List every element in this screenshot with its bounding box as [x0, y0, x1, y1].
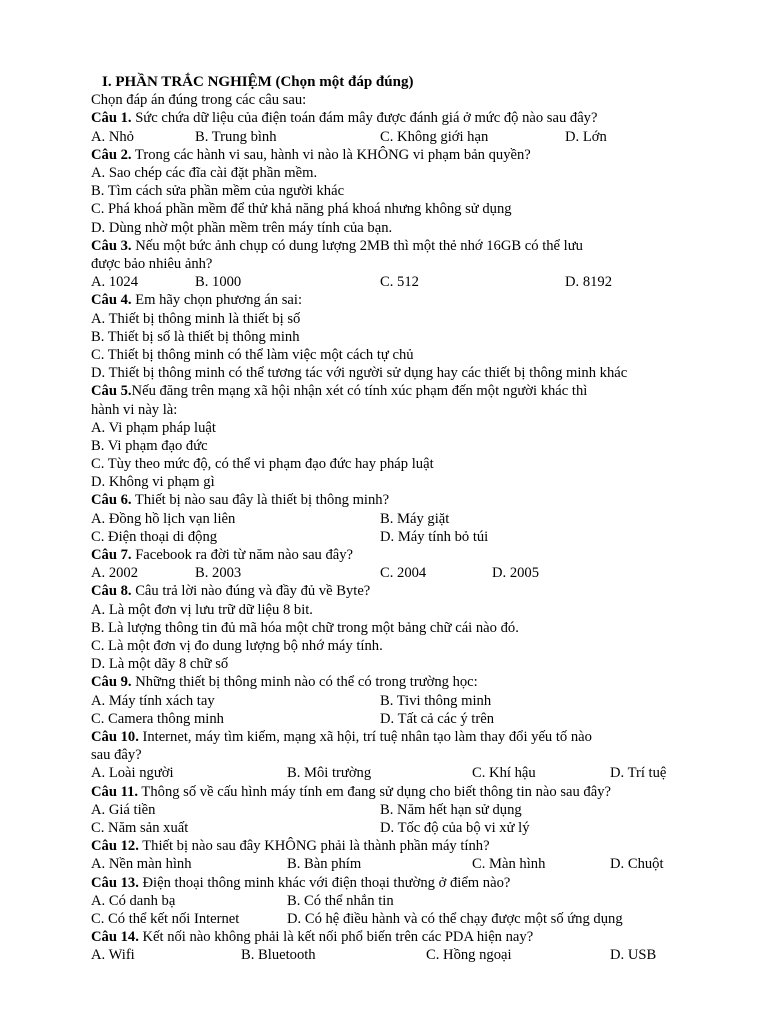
answer-option-a: A. Là một đơn vị lưu trữ dữ liệu 8 bit.	[91, 601, 313, 618]
answer-option-c: C. Phá khoá phần mềm để thử khả năng phá khoá nhưng không sử dụng	[91, 201, 512, 218]
answer-option-a: A. 1024	[91, 274, 139, 291]
answer-option-b: B. Tivi thông minh	[380, 692, 492, 709]
question-10	[91, 728, 751, 746]
answer-row	[91, 164, 751, 182]
question-label: Câu 6.	[91, 492, 132, 509]
answer-option-c: C. Hồng ngoại	[426, 947, 512, 964]
answer-option-c: C. 512	[380, 274, 419, 291]
answer-option-d: D. Tất cả các ý trên	[380, 710, 494, 727]
answer-option-c: C. Màn hình	[472, 856, 546, 873]
answer-option-a: A. Thiết bị thông minh là thiết bị số	[91, 310, 301, 327]
answer-row	[91, 819, 751, 837]
answer-option-b: B. Năm hết hạn sử dụng	[380, 801, 522, 818]
answer-row	[91, 364, 751, 382]
answer-option-a: A. Wifi	[91, 947, 135, 964]
question-text-continued: được bảo nhiêu ảnh?	[91, 255, 213, 272]
question-7	[91, 546, 751, 564]
instruction: Chọn đáp án đúng trong các câu sau:	[91, 92, 307, 109]
answer-option-b: B. Trung bình	[195, 128, 277, 145]
answer-option-c: C. Thiết bị thông minh có thể làm việc một cách tự chủ	[91, 346, 414, 363]
answer-row	[91, 892, 751, 910]
question-text: Những thiết bị thông minh nào có thể có trong trường học:	[131, 674, 478, 691]
answer-row	[91, 637, 751, 655]
answer-row	[91, 419, 751, 437]
answer-option-b: B. Vi phạm đạo đức	[91, 437, 208, 454]
answer-row	[91, 692, 751, 710]
question-4	[91, 291, 751, 309]
question-label: Câu 8.	[91, 583, 132, 600]
question-label: Câu 14.	[91, 929, 139, 946]
answer-option-c: C. 2004	[380, 565, 427, 582]
question-13	[91, 874, 751, 892]
question-text: Thiết bị nào sau đây là thiết bị thông minh?	[131, 492, 390, 509]
answer-option-d: D. 8192	[565, 274, 613, 291]
answer-option-c: C. Camera thông minh	[91, 710, 224, 727]
question-text: Thông số về cấu hình máy tính em đang sử dụng cho biết thông tin nào sau đây?	[138, 783, 611, 800]
answer-option-d: D. Là một dãy 8 chữ số	[91, 656, 229, 673]
answer-option-b: B. Có thể nhắn tin	[287, 892, 394, 909]
question-label: Câu 13.	[91, 874, 139, 891]
question-label: Câu 9.	[91, 674, 132, 691]
question-label: Câu 11.	[91, 783, 139, 800]
question-9	[91, 673, 751, 691]
answer-option-d: D. Dùng nhờ một phần mềm trên máy tính của bạn.	[91, 219, 393, 236]
question-text: Nếu một bức ảnh chụp có dung lượng 2MB thì một thẻ nhớ 16GB có thể lưu	[131, 237, 583, 254]
answer-row	[91, 910, 751, 928]
answer-option-c: C. Là một đơn vị đo dung lượng bộ nhớ máy tính.	[91, 638, 383, 654]
question-label: Câu 5.	[91, 383, 132, 400]
question-text: Trong các hành vi sau, hành vi nào là KHÔNG vi phạm bản quyền?	[131, 146, 531, 163]
answer-option-d: D. 2005	[492, 565, 540, 582]
answer-option-a: A. Vi phạm pháp luật	[91, 419, 216, 436]
answer-row	[91, 528, 751, 546]
answer-row	[91, 328, 751, 346]
answer-option-d: D. Tốc độ của bộ vi xử lý	[380, 819, 530, 836]
answer-option-c: C. Khí hậu	[472, 765, 536, 782]
answer-row	[91, 455, 751, 473]
answer-row	[91, 710, 751, 728]
question-label: Câu 2.	[91, 146, 132, 163]
answer-option-c: C. Năm sản xuất	[91, 819, 189, 836]
answer-option-c: C. Không giới hạn	[380, 128, 489, 145]
answer-option-b: B. Thiết bị số là thiết bị thông minh	[91, 328, 300, 345]
answer-row	[91, 564, 751, 582]
answer-option-b: B. Tìm cách sửa phần mềm của người khác	[91, 183, 345, 200]
question-label: Câu 7.	[91, 547, 132, 564]
answer-row	[91, 128, 751, 146]
answer-row	[91, 273, 751, 291]
answer-row	[91, 182, 751, 200]
question-6	[91, 491, 751, 509]
question-text: Facebook ra đời từ năm nào sau đây?	[131, 547, 354, 564]
question-text: Sức chứa dữ liệu của điện toán đám mây được đánh giá ở mức độ nào sau đây?	[131, 110, 598, 127]
question-label: Câu 3.	[91, 237, 132, 254]
answer-option-a: A. Loài người	[91, 765, 174, 782]
answer-row	[91, 473, 751, 491]
answer-option-c: C. Có thể kết nối Internet	[91, 910, 240, 927]
question-text: Thiết bị nào sau đây KHÔNG phải là thành phần máy tính?	[138, 838, 490, 855]
question-text: Nếu đăng trên mạng xã hội nhận xét có tính xúc phạm đến một người khác thì	[131, 383, 588, 400]
answer-row	[91, 310, 751, 328]
question-2	[91, 146, 751, 164]
question-text: Câu trả lời nào đúng và đầy đủ về Byte?	[131, 583, 371, 600]
answer-option-b: B. Môi trường	[287, 765, 372, 782]
question-12	[91, 837, 751, 855]
answer-row	[91, 437, 751, 455]
answer-row	[91, 219, 751, 237]
answer-option-d: D. Lớn	[565, 128, 607, 145]
answer-option-b: B. 1000	[195, 274, 242, 291]
answer-option-a: A. 2002	[91, 565, 139, 582]
answer-row	[91, 855, 751, 873]
question-text: Internet, máy tìm kiếm, mạng xã hội, trí tuệ nhân tạo làm thay đổi yếu tố nào	[138, 728, 592, 745]
answer-option-a: A. Giá tiền	[91, 801, 156, 818]
answer-option-a: A. Sao chép các đĩa cài đặt phần mềm.	[91, 165, 318, 181]
answer-row	[91, 655, 751, 673]
answer-row	[91, 619, 751, 637]
answer-option-d: D. Thiết bị thông minh có thể tương tác với người sử dụng hay các thiết bị thông minh khác	[91, 365, 628, 382]
question-5	[91, 382, 751, 400]
answer-option-d: D. USB	[610, 947, 657, 964]
answer-row	[91, 946, 751, 964]
section-title: I. PHẦN TRẮC NGHIỆM (Chọn một đáp đúng)	[102, 74, 414, 90]
question-3	[91, 237, 751, 255]
answer-option-d: D. Máy tính bỏ túi	[380, 528, 489, 545]
answer-option-a: A. Nhỏ	[91, 128, 134, 145]
question-text: Điện thoại thông minh khác với điện thoại thường ở điểm nào?	[138, 874, 511, 891]
question-label: Câu 10.	[91, 728, 139, 745]
answer-option-b: B. Máy giặt	[380, 510, 450, 527]
answer-option-c: C. Tùy theo mức độ, có thể vi phạm đạo đức hay pháp luật	[91, 456, 434, 473]
question-text: Em hãy chọn phương án sai:	[131, 292, 302, 309]
question-label: Câu 12.	[91, 838, 139, 855]
answer-option-b: B. Là lượng thông tin đủ mã hóa một chữ trong một bảng chữ cái nào đó.	[91, 619, 519, 636]
answer-row	[91, 764, 751, 782]
question-label: Câu 1.	[91, 110, 132, 127]
exam-page	[91, 73, 751, 964]
answer-option-a: A. Đồng hồ lịch vạn liên	[91, 510, 236, 527]
question-text-continued: hành vi này là:	[91, 401, 178, 418]
question-list	[91, 109, 751, 964]
answer-row	[91, 346, 751, 364]
question-14	[91, 928, 751, 946]
question-1	[91, 109, 751, 127]
question-text: Kết nối nào không phải là kết nối phổ biến trên các PDA hiện nay?	[138, 929, 534, 946]
answer-row	[91, 200, 751, 218]
answer-option-a: A. Có danh bạ	[91, 892, 176, 909]
answer-option-a: A. Nền màn hình	[91, 856, 192, 873]
question-text-continued: sau đây?	[91, 747, 142, 764]
answer-row	[91, 510, 751, 528]
answer-option-d: D. Không vi phạm gì	[91, 474, 215, 491]
answer-option-d: D. Có hệ điều hành và có thể chạy được một số ứng dụng	[287, 910, 623, 927]
answer-row	[91, 801, 751, 819]
answer-option-d: D. Chuột	[610, 856, 664, 873]
answer-option-a: A. Máy tính xách tay	[91, 692, 215, 709]
answer-option-d: D. Trí tuệ	[610, 765, 667, 782]
question-11	[91, 783, 751, 801]
question-8	[91, 582, 751, 600]
answer-option-c: C. Điện thoại di động	[91, 528, 218, 545]
answer-option-b: B. Bluetooth	[241, 947, 316, 964]
question-label: Câu 4.	[91, 292, 132, 309]
answer-option-b: B. Bàn phím	[287, 856, 362, 873]
answer-option-b: B. 2003	[195, 565, 242, 582]
answer-row	[91, 601, 751, 619]
